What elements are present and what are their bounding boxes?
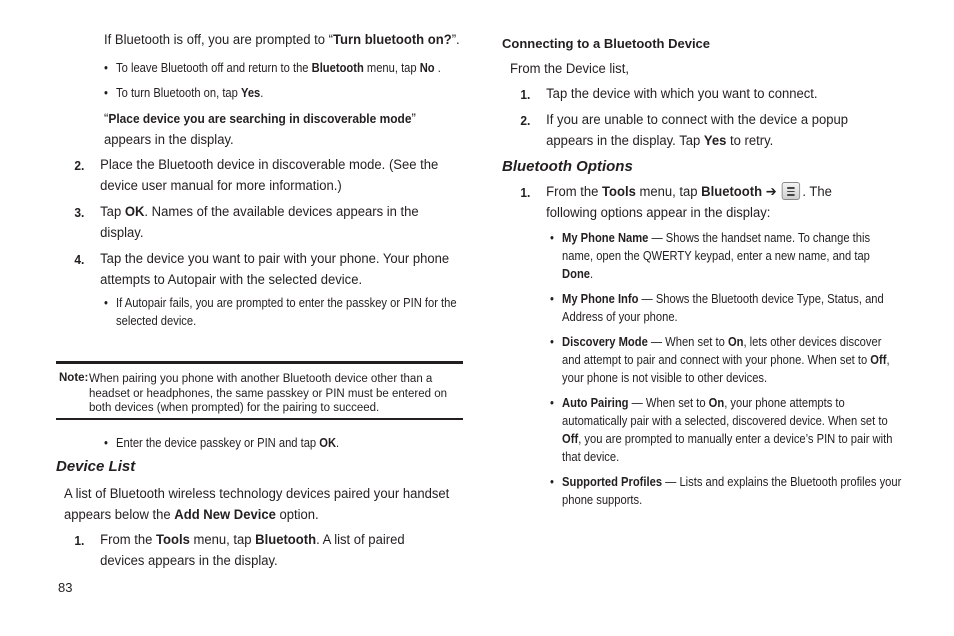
bullet-leave-bluetooth-off: • To leave Bluetooth off and return to the Bluetooth menu, tap No . [104,60,441,75]
step-number: 3. [74,205,85,220]
page-number: 83 [58,580,73,595]
note-text: When pairing you phone with another Bluetooth device other than a headset or headphones, the same passkey or PIN must be entered on both devices (when prompted) for the pairing to succeed. [89,373,447,414]
step-4: 4. Tap the device you want to pair with your phone. Your phone attempts to Autopair with the selected device. [74,251,450,288]
bullet-icon: • [550,395,554,410]
intro-paragraph: If Bluetooth is off, you are prompted to “Turn bluetooth on?”. [104,32,460,48]
bullet-icon: • [104,295,108,310]
step-number: 4. [74,252,85,267]
option-discovery-mode: • Discovery Mode — When set to On, lets other devices discover and attempt to pair and connect with your phone. When set to Off, your phone is not visible to other devices. [550,334,890,385]
note-label: Note: [59,372,89,384]
connecting-heading: Connecting to a Bluetooth Device [502,36,711,51]
option-my-phone-info: • My Phone Info — Shows the Bluetooth device Type, Status, and Address of your phone. [550,291,884,324]
device-list-paragraph: A list of Bluetooth wireless technology devices paired your handset appears below the Add New Device option. [64,486,450,523]
bullet-icon: • [550,291,554,306]
bullet-autopair-fails: • If Autopair fails, you are prompted to enter the passkey or PIN for the selected device. [104,295,457,328]
device-list-step-1: 1. From the Tools menu, tap Bluetooth. A list of paired devices appears in the display. [74,532,405,569]
connect-intro: From the Device list, [510,61,629,77]
bullet-icon: • [550,334,554,349]
bullet-turn-bluetooth-on: • To turn Bluetooth on, tap Yes. [104,85,264,100]
menu-icon [782,182,800,200]
options-step-1: 1. From the Tools menu, tap Bluetooth ➔ . The following options appear in the display: [520,184,832,221]
bullet-icon: • [104,85,108,100]
right-column [502,30,912,509]
step-3: 3. Tap OK. Names of the available devices appears in the display. [74,204,419,241]
bluetooth-options-heading: Bluetooth Options [502,158,633,175]
step-number: 1. [520,87,531,102]
step-number: 2. [520,113,531,128]
discoverable-mode-prompt: Place device you are searching in discoverable mode [108,111,412,126]
option-auto-pairing: • Auto Pairing — When set to On, your phone attempts to automatically pair with a selected, discovered device. When set to Off, you are prompted to manually enter a device’s PIN to pair with that device. [550,395,893,464]
bullet-icon: • [550,230,554,245]
bullet-enter-passkey: • Enter the device passkey or PIN and tap OK. [104,435,340,450]
note-box [56,361,463,420]
option-my-phone-name: • My Phone Name — Shows the handset name. To change this name, open the QWERTY keypad, enter a new name, and tap Done. [550,230,871,281]
bullet-icon: • [104,435,108,450]
step-2: 2. Place the Bluetooth device in discoverable mode. (See the device user manual for more information.) [74,157,439,194]
device-list-heading: Device List [56,458,136,475]
connect-step-2: 2. If you are unable to connect with the device a popup appears in the display. Tap Yes to retry. [520,112,849,149]
step-number: 2. [74,158,85,173]
left-column [56,30,466,330]
step-number: 1. [74,533,85,548]
bullet-icon: • [104,60,108,75]
option-supported-profiles: • Supported Profiles — Lists and explains the Bluetooth profiles your phone supports. [550,474,902,507]
discoverable-mode-paragraph: “Place device you are searching in discoverable mode” appears in the display. [104,111,416,148]
connect-step-1: 1. Tap the device with which you want to connect. [502,84,907,105]
turn-bluetooth-on-prompt: Turn bluetooth on? [333,32,452,48]
bullet-icon: • [550,474,554,489]
left-column-lower [56,434,466,572]
step-number: 1. [520,185,531,200]
